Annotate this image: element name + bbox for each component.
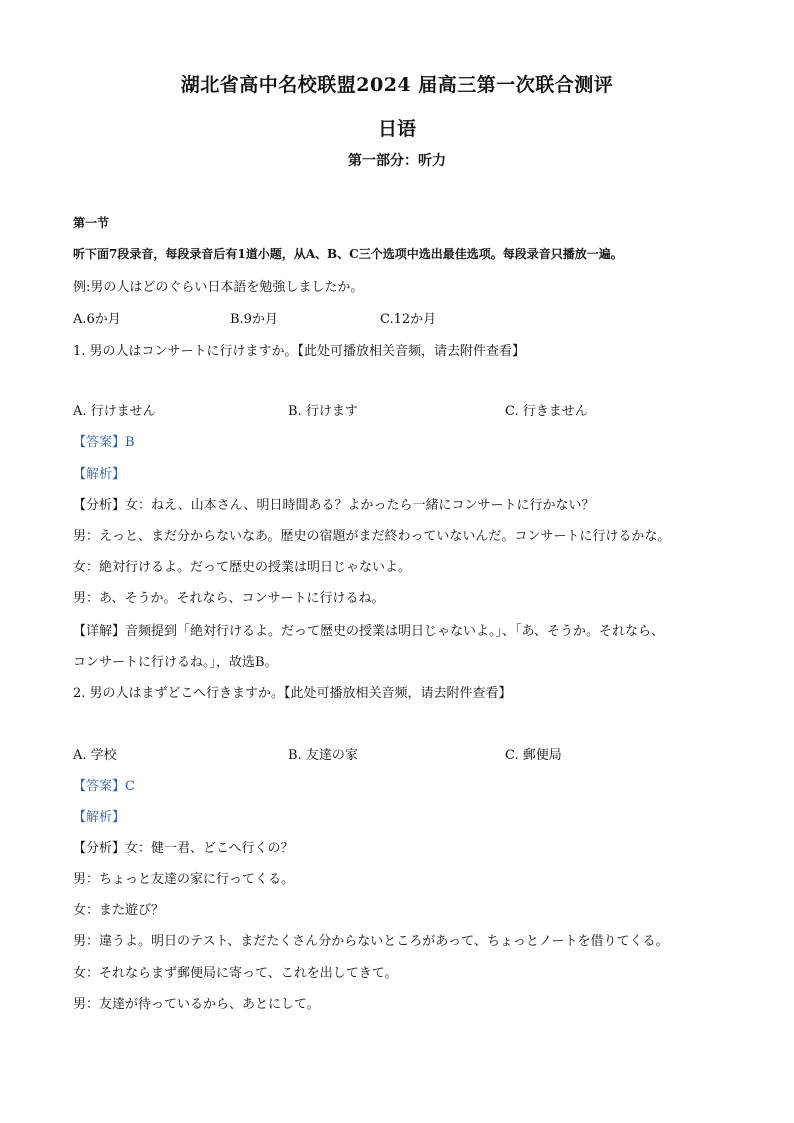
example-option-a: A.6か月 bbox=[73, 312, 121, 327]
question-2-answer: 【答案】C bbox=[73, 779, 135, 794]
question-2-analysis-line: 男：ちょっと友達の家に行ってくる。 bbox=[73, 872, 295, 887]
question-2-analysis-line: 【分析】女：健一君、どこへ行くの？ bbox=[73, 841, 294, 856]
exam-title: 湖北省高中名校联盟2024 届高三第一次联合测评 bbox=[180, 74, 614, 96]
question-1-analysis-line: 【分析】女：ねえ、山本さん、明日時間ある？よかったら一緒にコンサートに行かない？ bbox=[73, 498, 595, 513]
question-1-detail: 【详解】音频提到「絶対行けるよ。だって歴史の授業は明日じゃないよ。」、「あ、そうか。それなら、 bbox=[73, 624, 664, 639]
example-option-c: C.12か月 bbox=[380, 312, 437, 327]
question-1-analysis-line: 男：あ、そうか。それなら、コンサートに行けるね。 bbox=[73, 591, 385, 606]
example-option-b: B.9か月 bbox=[230, 312, 278, 327]
question-1-detail-cont: コンサートに行けるね。」，故选B。 bbox=[73, 655, 278, 670]
question-2-option-a: A. 学校 bbox=[73, 748, 117, 763]
section-heading: 第一节 bbox=[73, 216, 110, 230]
question-2-analysis-line: 男：友達が待っているから、あとにして。 bbox=[73, 997, 320, 1012]
subject-title: 日语 bbox=[377, 118, 416, 140]
question-2-option-b: B. 友達の家 bbox=[288, 748, 358, 763]
section-instruction: 听下面7段录音，每段录音后有1道小题，从A、B、C三个选项中选出最佳选项。每段录音只播放一遍。 bbox=[73, 247, 623, 261]
question-1-option-b: B. 行けます bbox=[288, 404, 358, 419]
question-2-text: 2. 男の人はまずどこへ行きますか。【此处可播放相关音频，请去附件查看】 bbox=[73, 686, 512, 701]
question-1-option-c: C. 行きません bbox=[505, 404, 588, 419]
question-1-text: 1. 男の人はコンサートに行けますか。【此处可播放相关音频，请去附件查看】 bbox=[73, 344, 526, 359]
question-1-option-a: A. 行けません bbox=[73, 404, 156, 419]
question-2-analysis-line: 女：それならまず郵便局に寄って、これを出してきて。 bbox=[73, 966, 398, 981]
question-1-analysis-label: 【解析】 bbox=[73, 467, 126, 482]
example-question: 例:男の人はどのぐらい日本語を勉強しましたか。 bbox=[73, 280, 364, 295]
question-1-answer: 【答案】B bbox=[73, 435, 135, 450]
question-2-option-c: C. 郵便局 bbox=[505, 748, 562, 763]
question-1-analysis-line: 男：えっと、まだ分からないなあ。歴史の宿題がまだ終わっていないんだ。コンサートに行けるかな。 bbox=[73, 529, 671, 544]
question-2-analysis-line: 男：違うよ。明日のテスト、まだたくさん分からないところがあって、ちょっとノートを借りてくる。 bbox=[73, 934, 669, 949]
question-1-analysis-line: 女：絶対行けるよ。だって歴史の授業は明日じゃないよ。 bbox=[73, 560, 412, 575]
question-2-analysis-label: 【解析】 bbox=[73, 810, 126, 825]
question-2-analysis-line: 女：また遊び？ bbox=[73, 903, 165, 918]
part-heading: 第一部分：听力 bbox=[348, 153, 446, 169]
